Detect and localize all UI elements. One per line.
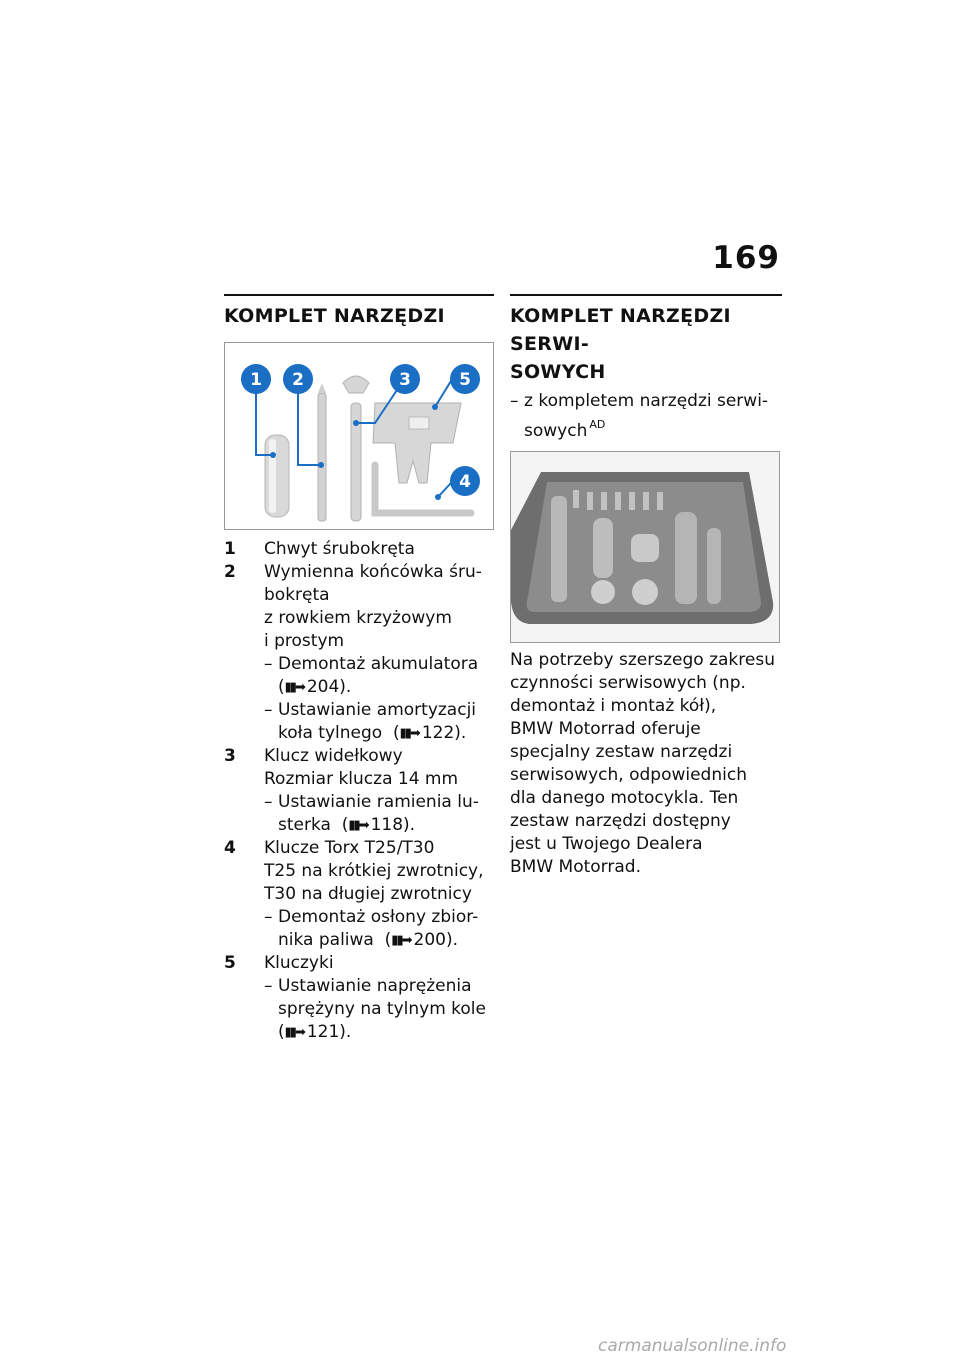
task-text: – Ustawianie naprężenia [264, 975, 494, 998]
item-text: z rowkiem krzyżowym [264, 608, 452, 628]
toolkit-figure [224, 342, 494, 530]
page-reference[interactable]: nika paliwa (▮▮➡ 200). [278, 930, 458, 950]
item-text: Klucz widełkowy [264, 746, 403, 766]
item-number: 5 [224, 953, 236, 973]
case-handle [551, 496, 567, 602]
equipment-note: – z kompletem narzędzi serwi- sowych $^{AD}$ [510, 390, 782, 443]
section-heading: KOMPLET NARZĘDZI SERWI- SOWYCH [510, 305, 731, 383]
item-number: 4 [224, 838, 236, 858]
left-column [224, 294, 494, 1044]
right-column [510, 294, 782, 879]
svg-text:3: 3 [399, 370, 411, 390]
callout-5 [450, 364, 480, 394]
arrow-right-icon: ▮▮➡ [284, 1025, 304, 1040]
page-reference[interactable]: sterka (▮▮➡ 118). [278, 815, 416, 835]
item-text: T25 na krótkiej zwrotnicy, [264, 861, 484, 881]
item-text: Wymienna końcówka śru- [264, 562, 482, 582]
item-text: Chwyt śrubokręta [264, 539, 415, 559]
page-reference[interactable]: (▮▮➡ 204). [278, 677, 352, 697]
arrow-right-icon: ▮▮➡ [399, 726, 419, 741]
item-text: i prostym [264, 631, 345, 651]
callout-2 [283, 364, 313, 394]
list-item [224, 952, 494, 1044]
optional-equipment-badge: AD [589, 418, 606, 431]
service-toolkit-figure [510, 451, 780, 643]
item-text: Klucze Torx T25/T30 [264, 838, 435, 858]
list-item [224, 538, 494, 561]
item-text: Kluczyki [264, 953, 334, 973]
list-item [224, 745, 494, 837]
svg-text:1: 1 [250, 370, 262, 390]
toolkit-illustration [225, 343, 493, 529]
task-text: sprężyny na tylnym kole [278, 999, 486, 1019]
svg-text:2: 2 [292, 370, 304, 390]
description-paragraph: Na potrzeby szerszego zakresu czynności serwisowych (np. demontaż i montaż kół), BMW Motorrad oferuje specjalny zestaw narzędzi serwisowych, odpowiednich dla danego motocykla. Ten zestaw narzędzi dostępny jest u Twojego Dealera BMW Motorrad. [510, 650, 775, 877]
arrow-right-icon: ▮▮➡ [348, 818, 368, 833]
task-text: – Ustawianie amortyzacji [264, 699, 494, 722]
list-item [224, 561, 494, 745]
task-text: – Demontaż akumulatora [264, 653, 494, 676]
list-item [224, 837, 494, 952]
callout-4 [450, 466, 480, 496]
item-text: T30 na długiej zwrotnicy [264, 884, 472, 904]
item-number: 2 [224, 562, 236, 582]
task-text: – Demontaż osłony zbior- [264, 906, 494, 929]
key-holder [373, 403, 461, 483]
item-text: Rozmiar klucza 14 mm [264, 769, 459, 789]
item-number: 3 [224, 746, 236, 766]
page-reference[interactable]: koła tylnego (▮▮➡ 122). [278, 723, 467, 743]
svg-text:4: 4 [459, 472, 471, 492]
arrow-right-icon: ▮▮➡ [284, 680, 304, 695]
service-toolkit-illustration [511, 452, 779, 642]
page-reference[interactable]: (▮▮➡ 121). [278, 1022, 352, 1042]
callout-3 [390, 364, 420, 394]
item-text: bokręta [264, 585, 330, 605]
callout-1 [241, 364, 271, 394]
task-text: – Ustawianie ramienia lu- [264, 791, 494, 814]
page-number: 169 [712, 240, 780, 276]
tool-list [224, 538, 494, 1044]
item-number: 1 [224, 539, 236, 559]
section-rule [224, 294, 494, 296]
screwdriver-bit [318, 393, 326, 521]
section-heading: KOMPLET NARZĘDZI [224, 305, 445, 327]
section-rule [510, 294, 782, 296]
svg-text:5: 5 [459, 370, 471, 390]
watermark-text: carmanualsonline.info [598, 1336, 787, 1356]
arrow-right-icon: ▮▮➡ [391, 933, 411, 948]
screwdriver-handle [265, 435, 289, 517]
